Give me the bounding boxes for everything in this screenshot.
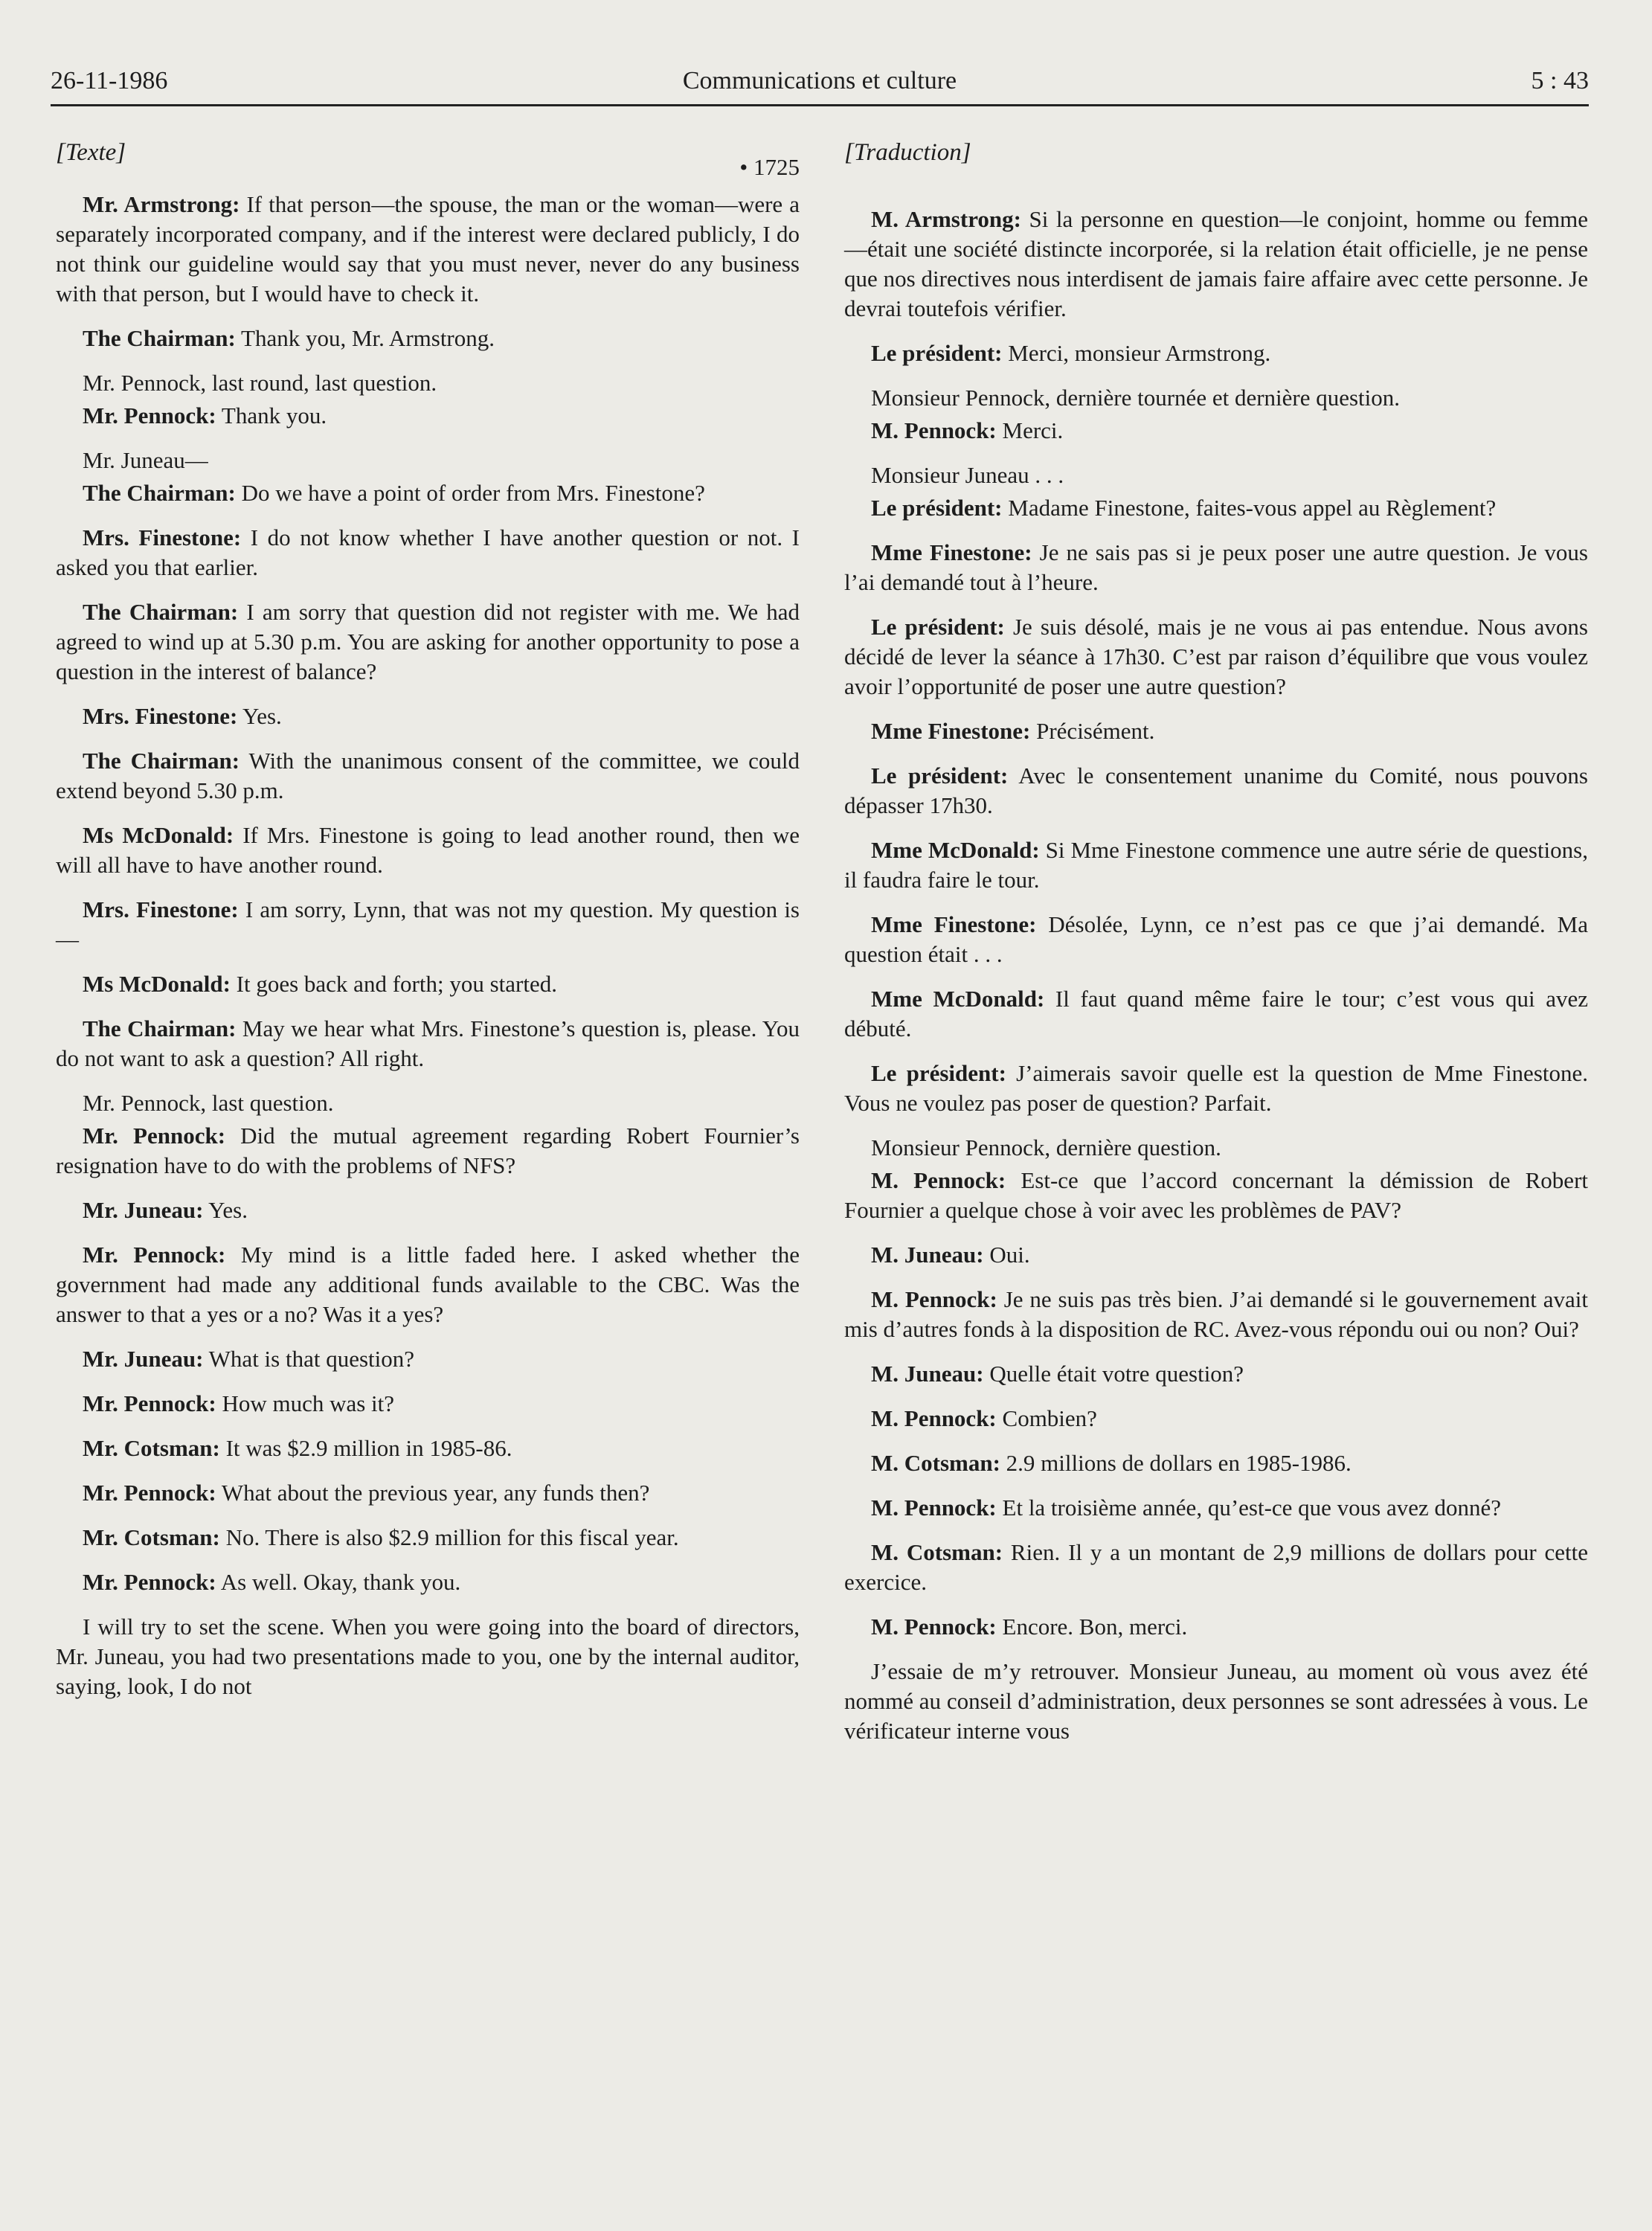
speech-text: Merci, monsieur Armstrong. [1002, 340, 1271, 366]
transcript-paragraph [844, 984, 1588, 1044]
speaker-name: M. Pennock: [871, 1167, 1006, 1193]
speaker-name: Mr. Pennock: [83, 1123, 226, 1149]
speaker-name: M. Cotsman: [871, 1450, 1000, 1476]
speaker-name: Mme Finestone: [871, 539, 1032, 565]
speech-text: Mr. Pennock, last question. [83, 1090, 334, 1116]
speech-text: As well. Okay, thank you. [216, 1569, 461, 1595]
transcript-paragraph [844, 612, 1588, 702]
transcript-paragraph [844, 835, 1588, 895]
speaker-name: M. Cotsman: [871, 1539, 1003, 1565]
transcript-paragraph [56, 1014, 800, 1073]
transcript-paragraph [56, 702, 800, 731]
transcript-paragraph [56, 523, 800, 582]
speaker-name: Ms McDonald: [83, 971, 231, 997]
speech-text: It was $2.9 million in 1985-86. [219, 1435, 512, 1461]
speech-text: 2.9 millions de dollars en 1985-1986. [1000, 1450, 1352, 1476]
speaker-name: M. Armstrong: [871, 206, 1021, 232]
transcript-paragraph [844, 1657, 1588, 1746]
speaker-name: Mme Finestone: [871, 718, 1031, 744]
speech-text: I am sorry that question did not register with me. We had agreed to wind up at 5.30 p.m. You are asking for another opportunity to pose a question in the interest of balance? [56, 599, 800, 684]
speech-text: Je ne sais pas si je peux poser une autre question. Je vous l’ai demandé tout à l’heure. [844, 539, 1589, 595]
speaker-name: M. Pennock: [871, 1495, 997, 1521]
speaker-name: Mr. Pennock: [83, 402, 216, 428]
speech-text: Monsieur Pennock, dernière question. [871, 1134, 1221, 1161]
speaker-name: Le président: [871, 763, 1009, 789]
speech-text: With the unanimous consent of the committee, we could extend beyond 5.30 p.m. [56, 748, 800, 803]
speech-text: Did the mutual agreement regarding Robert Fournier’s resignation have to do with the problems of NFS? [56, 1123, 800, 1178]
speech-text: Thank you. [216, 402, 327, 428]
speech-text: Désolée, Lynn, ce n’est pas ce que j’ai demandé. Ma question était . . . [844, 911, 1588, 967]
transcript-paragraph [844, 1240, 1588, 1270]
speaker-name: Mme Finestone: [871, 911, 1037, 937]
french-column [844, 138, 1588, 1749]
speaker-name: The Chairman: [83, 325, 236, 351]
transcript-paragraph [56, 1344, 800, 1374]
french-transcript [844, 205, 1588, 1746]
transcript-paragraph [844, 383, 1588, 413]
speech-text: Avec le consentement unanime du Comité, nous pouvons dépasser 17h30. [844, 763, 1588, 818]
speech-text: Encore. Bon, merci. [996, 1614, 1188, 1640]
transcript-paragraph [844, 1285, 1588, 1344]
speech-text: Combien? [996, 1405, 1097, 1431]
transcript-paragraph [56, 1240, 800, 1329]
transcript-paragraph [56, 446, 800, 475]
transcript-paragraph [56, 190, 800, 309]
speaker-name: Mr. Pennock: [83, 1569, 216, 1595]
speaker-name: Mr. Cotsman: [83, 1435, 220, 1461]
transcript-paragraph [56, 1389, 800, 1419]
transcript-paragraph [844, 1359, 1588, 1389]
transcript-paragraph [844, 716, 1588, 746]
speech-text: Merci. [996, 417, 1064, 443]
transcript-paragraph [844, 1612, 1588, 1642]
speech-text: Mr. Juneau— [83, 447, 208, 473]
transcript-paragraph [844, 1493, 1588, 1523]
speech-text: Est-ce que l’accord concernant la démission de Robert Fournier a quelque chose à voir avec les problèmes de PAV? [844, 1167, 1589, 1223]
speech-text: Précisément. [1030, 718, 1155, 744]
speech-text: J’aimerais savoir quelle est la question de Mme Finestone. Vous ne voulez pas poser de question? Parfait. [844, 1060, 1589, 1116]
speaker-name: Le président: [871, 614, 1005, 640]
speaker-name: M. Pennock: [871, 1286, 997, 1312]
speech-text: Mr. Pennock, last round, last question. [83, 370, 437, 396]
header-date: 26-11-1986 [51, 67, 168, 94]
speech-text: What is that question? [203, 1346, 415, 1372]
speaker-name: Mr. Juneau: [83, 1346, 204, 1372]
transcript-paragraph [56, 969, 800, 999]
speech-text: Je suis désolé, mais je ne vous ai pas entendue. Nous avons décidé de lever la séance à 17h30. C’est par raison d’équilibre que vous voulez avoir l’opportunité de poser une autre question? [844, 614, 1588, 699]
speaker-name: The Chairman: [83, 599, 239, 625]
speech-text: No. There is also $2.9 million for this fiscal year. [219, 1524, 679, 1550]
speaker-name: M. Pennock: [871, 1405, 997, 1431]
transcript-paragraph [56, 368, 800, 398]
page-header [51, 67, 1589, 106]
speaker-name: Mr. Armstrong: [83, 191, 240, 217]
transcript-paragraph [56, 597, 800, 687]
speech-text: I do not know whether I have another question or not. I asked you that earlier. [56, 524, 800, 580]
speaker-name: Ms McDonald: [83, 822, 234, 848]
transcript-paragraph [844, 460, 1588, 490]
speech-text: Madame Finestone, faites-vous appel au Règlement? [1002, 495, 1497, 521]
speaker-name: M. Juneau: [871, 1361, 984, 1387]
english-transcript [56, 190, 800, 1701]
speech-text: May we hear what Mrs. Finestone’s question is, please. You do not want to ask a question? All right. [56, 1015, 800, 1071]
speaker-name: Mr. Cotsman: [83, 1524, 220, 1550]
section-label-french: [Traduction] [844, 139, 971, 166]
time-marker: • 1725 [739, 154, 800, 180]
speech-text: If that person—the spouse, the man or the woman—were a separately incorporated company, and if the interest were declared publicly, I do not think our guideline would say that you must never, never do any business with that person, but I would have to check it. [56, 191, 800, 306]
speech-text: J’essaie de m’y retrouver. Monsieur Juneau, au moment où vous avez été nommé au conseil d’administration, deux personnes se sont adressées à vous. Le vérificateur interne vous [844, 1658, 1588, 1744]
speech-text: I will try to set the scene. When you were going into the board of directors, Mr. Juneau, you had two presentations made to you, one by the internal auditor, saying, look, I do not [56, 1614, 800, 1699]
speech-text: Yes. [237, 703, 282, 729]
transcript-paragraph [844, 910, 1588, 969]
speaker-name: Mr. Pennock: [83, 1390, 216, 1416]
transcript-paragraph [844, 1059, 1588, 1118]
speaker-name: Mme McDonald: [871, 986, 1045, 1012]
transcript-paragraph [56, 401, 800, 431]
speaker-name: Mrs. Finestone: [83, 896, 239, 922]
speaker-name: Le président: [871, 340, 1003, 366]
transcript-paragraph [844, 205, 1588, 324]
speech-text: What about the previous year, any funds then? [216, 1480, 650, 1506]
transcript-paragraph [844, 761, 1588, 821]
transcript-paragraph [844, 1133, 1588, 1163]
speaker-name: Le président: [871, 495, 1003, 521]
transcript-paragraph [56, 746, 800, 806]
speech-text: How much was it? [216, 1390, 395, 1416]
transcript-paragraph [844, 1404, 1588, 1434]
speech-text: Si Mme Finestone commence une autre série de questions, il faudra faire le tour. [844, 837, 1588, 893]
speaker-name: Mrs. Finestone: [83, 524, 242, 550]
transcript-paragraph [844, 493, 1588, 523]
speech-text: My mind is a little faded here. I asked whether the government had made any additional funds available to the CBC. Was the answer to that a yes or a no? Was it a yes? [56, 1242, 800, 1327]
speech-text: It goes back and forth; you started. [230, 971, 557, 997]
speaker-name: M. Juneau: [871, 1242, 984, 1268]
transcript-paragraph [56, 324, 800, 353]
speaker-name: Mr. Pennock: [83, 1480, 216, 1506]
speaker-name: Mr. Juneau: [83, 1197, 204, 1223]
speaker-name: The Chairman: [83, 748, 240, 774]
header-page-number: 5 : 43 [1531, 67, 1589, 94]
speech-text: Yes. [203, 1197, 248, 1223]
transcript-paragraph [56, 895, 800, 954]
speech-text: Do we have a point of order from Mrs. Finestone? [235, 480, 705, 506]
transcript-paragraph [56, 1523, 800, 1553]
transcript-paragraph [56, 1088, 800, 1118]
english-column [56, 138, 800, 1704]
transcript-paragraph [56, 1478, 800, 1508]
transcript-paragraph [56, 1121, 800, 1181]
transcript-paragraph [844, 1166, 1588, 1225]
transcript-paragraph [56, 478, 800, 508]
transcript-paragraph [56, 1195, 800, 1225]
transcript-paragraph [844, 1538, 1588, 1597]
speech-text: Monsieur Juneau . . . [871, 462, 1064, 488]
speech-text: I am sorry, Lynn, that was not my question. My question is— [56, 896, 800, 952]
speaker-name: Le président: [871, 1060, 1006, 1086]
transcript-paragraph [844, 538, 1588, 597]
speaker-name: Mrs. Finestone: [83, 703, 238, 729]
transcript-paragraph [56, 1612, 800, 1701]
speech-text: Quelle était votre question? [983, 1361, 1244, 1387]
section-label-english: [Texte] [56, 139, 126, 166]
speech-text: Et la troisième année, qu’est-ce que vous avez donné? [996, 1495, 1502, 1521]
speech-text: Thank you, Mr. Armstrong. [235, 325, 495, 351]
speech-text: Monsieur Pennock, dernière tournée et dernière question. [871, 385, 1401, 411]
speech-text: Je ne suis pas très bien. J’ai demandé si le gouvernement avait mis d’autres fonds à la disposition de RC. Avez-vous répondu oui ou non? Oui? [844, 1286, 1588, 1342]
speaker-name: M. Pennock: [871, 417, 997, 443]
speaker-name: The Chairman: [83, 1015, 237, 1041]
transcript-paragraph [844, 1448, 1588, 1478]
speech-text: Il faut quand même faire le tour; c’est vous qui avez débuté. [844, 986, 1588, 1041]
speech-text: Si la personne en question—le conjoint, homme ou femme—était une société distincte incorporée, si la relation était officielle, je ne pense que nos directives nous interdisent de jamais faire affaire avec cette personne. Je devrai toutefois vérifier. [844, 206, 1589, 321]
header-title: Communications et culture [682, 67, 957, 94]
transcript-paragraph [56, 1434, 800, 1463]
speaker-name: The Chairman: [83, 480, 236, 506]
transcript-paragraph [56, 821, 800, 880]
transcript-paragraph [844, 338, 1588, 368]
speech-text: Oui. [983, 1242, 1030, 1268]
speech-text: Rien. Il y a un montant de 2,9 millions de dollars pour cette exercice. [844, 1539, 1589, 1595]
speech-text: If Mrs. Finestone is going to lead another round, then we will all have to have another round. [56, 822, 800, 878]
transcript-paragraph [56, 1567, 800, 1597]
speaker-name: Mme McDonald: [871, 837, 1040, 863]
speaker-name: M. Pennock: [871, 1614, 997, 1640]
transcript-paragraph [844, 416, 1588, 446]
speaker-name: Mr. Pennock: [83, 1242, 226, 1268]
